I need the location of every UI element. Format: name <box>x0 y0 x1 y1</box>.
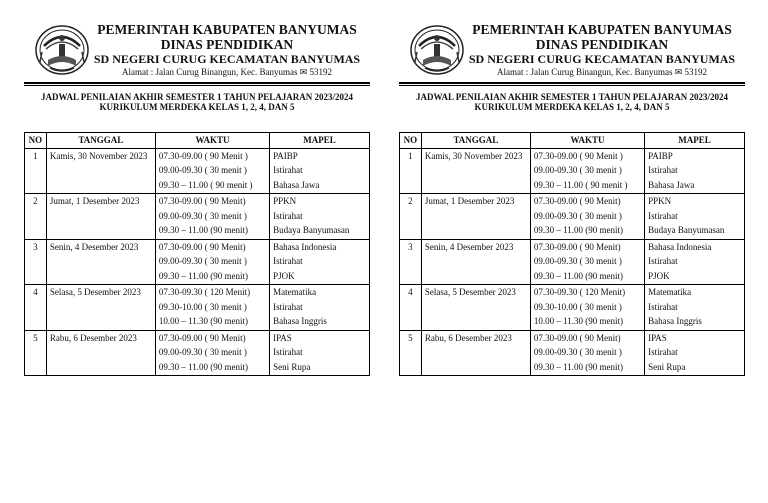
cell-tanggal <box>421 269 530 285</box>
cell-tanggal: Jumat, 1 Desember 2023 <box>421 194 530 209</box>
cell-no: 3 <box>25 239 47 254</box>
table-row <box>25 360 370 376</box>
envelope-icon: ✉ <box>674 67 683 77</box>
cell-mapel: Istirahat <box>270 254 370 269</box>
cell-no <box>25 223 47 239</box>
cell-waktu: 09.00-09.30 ( 30 menit ) <box>155 209 269 224</box>
cell-no <box>400 314 422 330</box>
table-row <box>400 148 745 163</box>
cell-tanggal <box>46 345 155 360</box>
header-no: NO <box>25 133 47 149</box>
banyumas-crest-icon <box>409 22 465 78</box>
cell-mapel: Bahasa Indonesia <box>270 239 370 254</box>
cell-no <box>400 178 422 194</box>
table-row <box>400 269 745 285</box>
cell-no <box>400 163 422 178</box>
cell-mapel: Bahasa Inggris <box>270 314 370 330</box>
title-line-1: JADWAL PENILAIAN AKHIR SEMESTER 1 TAHUN PELAJARAN 2023/2024 <box>416 92 728 102</box>
banyumas-crest-icon <box>34 22 90 78</box>
cell-no <box>400 360 422 376</box>
cell-no <box>25 209 47 224</box>
cell-waktu: 07.30-09.00 ( 90 Menit) <box>155 330 269 345</box>
cell-mapel: PPKN <box>270 194 370 209</box>
cell-no <box>400 269 422 285</box>
cell-waktu: 09.30-10.00 ( 30 menit ) <box>530 300 644 315</box>
cell-mapel: Istirahat <box>645 300 745 315</box>
table-row <box>400 314 745 330</box>
cell-mapel: Bahasa Indonesia <box>645 239 745 254</box>
table-row <box>400 360 745 376</box>
cell-mapel: Istirahat <box>645 345 745 360</box>
cell-no <box>400 345 422 360</box>
cell-tanggal: Senin, 4 Desember 2023 <box>421 239 530 254</box>
table-row <box>25 209 370 224</box>
cell-waktu: 10.00 – 11.30 (90 menit) <box>530 314 644 330</box>
cell-waktu: 07.30-09.00 ( 90 Menit) <box>530 239 644 254</box>
cell-tanggal: Senin, 4 Desember 2023 <box>46 239 155 254</box>
cell-waktu: 07.30-09.00 ( 90 Menit) <box>530 194 644 209</box>
table-row <box>400 194 745 209</box>
cell-mapel: PAIBP <box>270 148 370 163</box>
cell-mapel: Istirahat <box>270 209 370 224</box>
schedule-sheet-right <box>399 18 745 376</box>
cell-tanggal: Rabu, 6 Desember 2023 <box>421 330 530 345</box>
cell-waktu: 09.30 – 11.00 (90 menit) <box>530 223 644 239</box>
cell-waktu: 09.30-10.00 ( 30 menit ) <box>155 300 269 315</box>
header-tanggal: TANGGAL <box>421 133 530 149</box>
table-row <box>25 300 370 315</box>
cell-mapel: Seni Rupa <box>645 360 745 376</box>
cell-waktu: 09.00-09.30 ( 30 menit ) <box>530 163 644 178</box>
cell-tanggal: Selasa, 5 Desember 2023 <box>421 285 530 300</box>
cell-tanggal <box>46 269 155 285</box>
cell-tanggal <box>421 254 530 269</box>
cell-mapel: Seni Rupa <box>270 360 370 376</box>
title-line-1: JADWAL PENILAIAN AKHIR SEMESTER 1 TAHUN PELAJARAN 2023/2024 <box>41 92 353 102</box>
cell-tanggal <box>46 300 155 315</box>
cell-mapel: Istirahat <box>645 254 745 269</box>
cell-waktu: 09.00-09.30 ( 30 menit ) <box>530 254 644 269</box>
cell-no <box>25 269 47 285</box>
cell-no <box>400 223 422 239</box>
cell-mapel: Bahasa Jawa <box>645 178 745 194</box>
table-row <box>25 178 370 194</box>
cell-no: 5 <box>25 330 47 345</box>
table-row <box>25 239 370 254</box>
cell-no <box>400 300 422 315</box>
cell-waktu: 07.30-09.30 ( 120 Menit) <box>530 285 644 300</box>
table-row <box>25 194 370 209</box>
cell-waktu: 07.30-09.00 ( 90 Menit ) <box>530 148 644 163</box>
cell-tanggal <box>421 300 530 315</box>
letterhead-rule-thin <box>24 85 370 86</box>
cell-tanggal <box>46 254 155 269</box>
letterhead-address <box>84 66 370 78</box>
cell-tanggal <box>421 209 530 224</box>
cell-tanggal: Selasa, 5 Desember 2023 <box>46 285 155 300</box>
cell-mapel: Matematika <box>645 285 745 300</box>
envelope-icon: ✉ <box>299 67 308 77</box>
table-row <box>25 163 370 178</box>
cell-waktu: 09.00-09.30 ( 30 menit ) <box>530 209 644 224</box>
letterhead-address <box>459 66 745 78</box>
cell-no: 4 <box>25 285 47 300</box>
cell-no: 1 <box>25 148 47 163</box>
table-row <box>400 178 745 194</box>
table-row <box>25 254 370 269</box>
letterhead <box>399 18 745 86</box>
cell-waktu: 07.30-09.00 ( 90 Menit) <box>530 330 644 345</box>
exam-schedule-table <box>24 132 370 376</box>
table-row <box>400 239 745 254</box>
cell-mapel: Bahasa Jawa <box>270 178 370 194</box>
header-tanggal: TANGGAL <box>46 133 155 149</box>
title-line-2: KURIKULUM MERDEKA KELAS 1, 2, 4, DAN 5 <box>99 102 295 112</box>
cell-tanggal <box>421 360 530 376</box>
cell-tanggal <box>421 345 530 360</box>
header-no: NO <box>400 133 422 149</box>
cell-tanggal <box>421 178 530 194</box>
cell-waktu: 10.00 – 11.30 (90 menit) <box>155 314 269 330</box>
cell-waktu: 09.00-09.30 ( 30 menit ) <box>155 345 269 360</box>
header-mapel: MAPEL <box>645 133 745 149</box>
letterhead-school: SD NEGERI CURUG KECAMATAN BANYUMAS <box>93 52 361 66</box>
header-waktu: WAKTU <box>155 133 269 149</box>
cell-no: 2 <box>400 194 422 209</box>
cell-waktu: 09.00-09.30 ( 30 menit ) <box>530 345 644 360</box>
cell-tanggal <box>421 223 530 239</box>
cell-waktu: 07.30-09.00 ( 90 Menit ) <box>155 148 269 163</box>
cell-waktu: 09.30 – 11.00 (90 menit) <box>155 223 269 239</box>
cell-waktu: 09.00-09.30 ( 30 menit ) <box>155 254 269 269</box>
cell-waktu: 09.30 – 11.00 (90 menit) <box>530 360 644 376</box>
letterhead-government: PEMERINTAH KABUPATEN BANYUMAS <box>97 22 357 37</box>
title-line-2: KURIKULUM MERDEKA KELAS 1, 2, 4, DAN 5 <box>474 102 670 112</box>
cell-mapel: Istirahat <box>645 209 745 224</box>
table-row <box>25 285 370 300</box>
cell-waktu: 09.30 – 11.00 ( 90 menit ) <box>530 178 644 194</box>
cell-waktu: 09.30 – 11.00 ( 90 menit ) <box>155 178 269 194</box>
cell-no: 1 <box>400 148 422 163</box>
address-text: Alamat : Jalan Curug Binangun, Kec. Banyumas <box>121 67 298 77</box>
letterhead-agency: DINAS PENDIDIKAN <box>535 37 669 52</box>
exam-schedule-table <box>399 132 745 376</box>
table-row <box>400 330 745 345</box>
cell-mapel: Istirahat <box>270 345 370 360</box>
document-title <box>399 92 745 112</box>
cell-no <box>25 360 47 376</box>
table-row <box>400 285 745 300</box>
cell-tanggal: Rabu, 6 Desember 2023 <box>46 330 155 345</box>
table-row <box>400 209 745 224</box>
table-header-row <box>400 133 745 149</box>
table-row <box>400 163 745 178</box>
cell-waktu: 09.30 – 11.00 (90 menit) <box>530 269 644 285</box>
header-mapel: MAPEL <box>270 133 370 149</box>
letterhead <box>24 18 370 86</box>
cell-tanggal <box>421 314 530 330</box>
cell-no <box>25 314 47 330</box>
cell-mapel: Istirahat <box>645 163 745 178</box>
cell-no <box>400 254 422 269</box>
cell-tanggal <box>46 360 155 376</box>
cell-mapel: IPAS <box>270 330 370 345</box>
cell-waktu: 07.30-09.30 ( 120 Menit) <box>155 285 269 300</box>
letterhead-rule-thick <box>24 82 370 84</box>
table-row <box>400 223 745 239</box>
cell-mapel: Budaya Banyumasan <box>270 223 370 239</box>
cell-mapel: IPAS <box>645 330 745 345</box>
cell-mapel: Istirahat <box>270 163 370 178</box>
cell-waktu: 09.30 – 11.00 (90 menit) <box>155 269 269 285</box>
cell-tanggal: Kamis, 30 November 2023 <box>46 148 155 163</box>
cell-waktu: 09.30 – 11.00 (90 menit) <box>155 360 269 376</box>
table-row <box>400 345 745 360</box>
table-row <box>25 314 370 330</box>
postal-code: 53192 <box>309 67 332 77</box>
cell-tanggal <box>46 178 155 194</box>
cell-mapel: PAIBP <box>645 148 745 163</box>
table-row <box>25 330 370 345</box>
cell-no: 4 <box>400 285 422 300</box>
schedule-sheet-left <box>24 18 370 376</box>
letterhead-school: SD NEGERI CURUG KECAMATAN BANYUMAS <box>468 52 736 66</box>
cell-tanggal <box>46 163 155 178</box>
postal-code: 53192 <box>684 67 707 77</box>
table-row <box>25 269 370 285</box>
table-header-row <box>25 133 370 149</box>
cell-tanggal <box>46 314 155 330</box>
cell-tanggal <box>46 223 155 239</box>
letterhead-government: PEMERINTAH KABUPATEN BANYUMAS <box>472 22 732 37</box>
cell-no: 5 <box>400 330 422 345</box>
cell-mapel: PJOK <box>270 269 370 285</box>
letterhead-rule-thick <box>399 82 745 84</box>
cell-no <box>25 163 47 178</box>
cell-tanggal <box>46 209 155 224</box>
table-row <box>400 254 745 269</box>
cell-waktu: 07.30-09.00 ( 90 Menit) <box>155 239 269 254</box>
letterhead-rule-thin <box>399 85 745 86</box>
cell-no <box>25 345 47 360</box>
cell-waktu: 09.00-09.30 ( 30 menit ) <box>155 163 269 178</box>
cell-mapel: PJOK <box>645 269 745 285</box>
table-row <box>400 300 745 315</box>
cell-mapel: Matematika <box>270 285 370 300</box>
cell-no <box>400 209 422 224</box>
header-waktu: WAKTU <box>530 133 644 149</box>
cell-no <box>25 300 47 315</box>
cell-mapel: Bahasa Inggris <box>645 314 745 330</box>
cell-no: 2 <box>25 194 47 209</box>
cell-no: 3 <box>400 239 422 254</box>
table-row <box>25 223 370 239</box>
cell-tanggal: Jumat, 1 Desember 2023 <box>46 194 155 209</box>
letterhead-agency: DINAS PENDIDIKAN <box>160 37 294 52</box>
cell-tanggal: Kamis, 30 November 2023 <box>421 148 530 163</box>
cell-waktu: 07.30-09.00 ( 90 Menit) <box>155 194 269 209</box>
cell-tanggal <box>421 163 530 178</box>
address-text: Alamat : Jalan Curug Binangun, Kec. Banyumas <box>496 67 673 77</box>
cell-mapel: Istirahat <box>270 300 370 315</box>
table-row <box>25 148 370 163</box>
cell-no <box>25 178 47 194</box>
cell-mapel: PPKN <box>645 194 745 209</box>
table-row <box>25 345 370 360</box>
cell-no <box>25 254 47 269</box>
document-title <box>24 92 370 112</box>
cell-mapel: Budaya Banyumasan <box>645 223 745 239</box>
